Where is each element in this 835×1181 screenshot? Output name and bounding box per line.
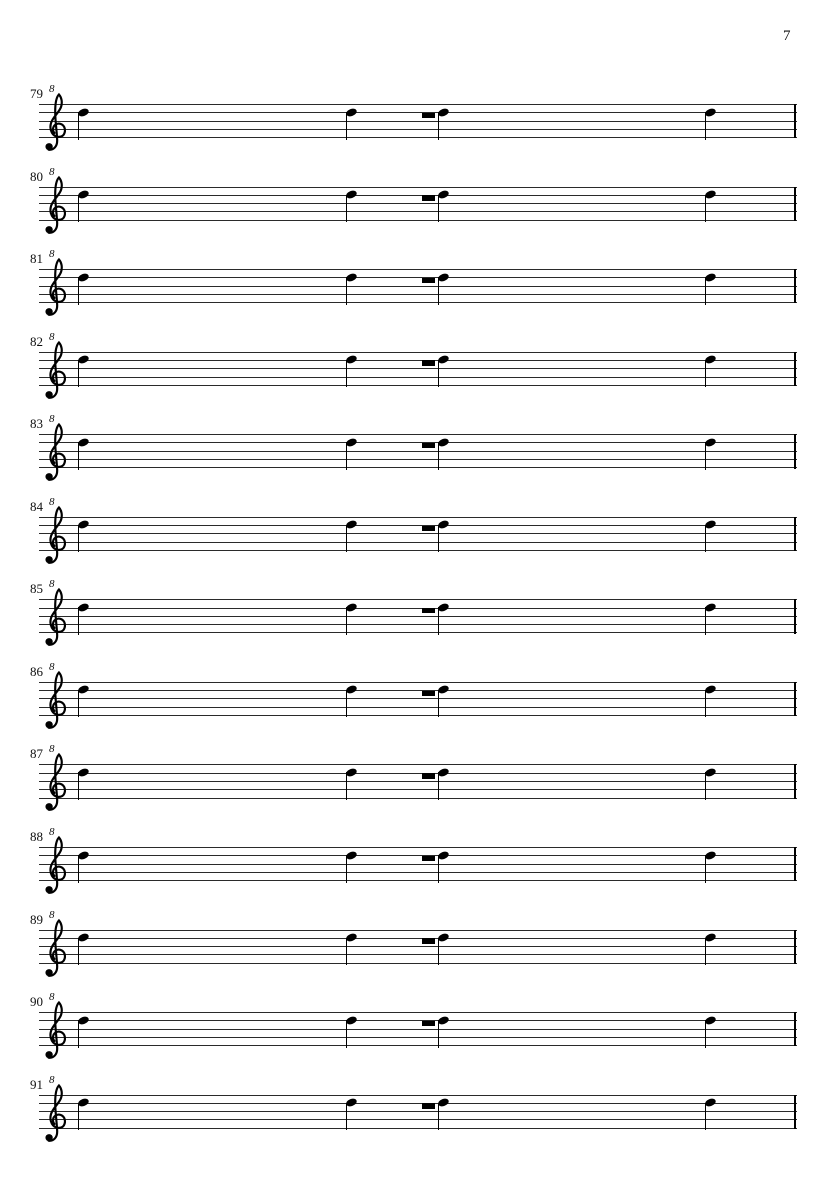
quarter-note [346, 599, 358, 635]
measure-number: 82 [30, 333, 43, 349]
quarter-note [438, 434, 450, 470]
note-stem [346, 607, 348, 635]
note-stem [78, 442, 80, 470]
final-barline [794, 1095, 796, 1129]
staff-line [39, 715, 797, 716]
quarter-note [78, 847, 90, 883]
staff-line [39, 954, 797, 955]
note-stem [705, 525, 707, 553]
staff-line [39, 1103, 797, 1104]
quarter-note [78, 599, 90, 635]
staff-line [39, 434, 797, 435]
ottava-8-label: 8 [49, 413, 55, 426]
quarter-note [346, 1095, 358, 1131]
quarter-note [78, 187, 90, 223]
quarter-note [705, 517, 717, 553]
staff-line [39, 525, 797, 526]
measure-number: 84 [30, 498, 43, 514]
quarter-note [438, 352, 450, 388]
measure-number: 86 [30, 663, 43, 679]
staff-line [39, 269, 797, 270]
note-stem [346, 772, 348, 800]
staff-system [0, 83, 835, 105]
note-stem [438, 277, 440, 305]
final-barline [794, 517, 796, 551]
whole-rest [422, 526, 436, 531]
staff-line [39, 1128, 797, 1129]
whole-rest [422, 1021, 436, 1026]
measure-number: 83 [30, 416, 43, 432]
quarter-note [78, 682, 90, 718]
whole-rest [422, 691, 436, 696]
staff-line [39, 938, 797, 939]
note-stem [705, 1103, 707, 1131]
staff-line [39, 550, 797, 551]
treble-clef-icon [44, 422, 66, 483]
staff-system [0, 825, 835, 848]
staff-line [39, 286, 797, 287]
note-stem [705, 277, 707, 305]
staff-system [0, 660, 835, 683]
note-stem [78, 607, 80, 635]
quarter-note [78, 352, 90, 388]
staff-line [39, 798, 797, 799]
measure-number: 87 [30, 746, 43, 762]
quarter-note [78, 930, 90, 966]
staff-line [39, 211, 797, 212]
staff-line [39, 624, 797, 625]
staff-system [0, 248, 835, 270]
note-stem [78, 855, 80, 883]
quarter-note [705, 1095, 717, 1131]
quarter-note [346, 434, 358, 470]
whole-rest [422, 443, 436, 448]
note-stem [346, 1020, 348, 1048]
whole-rest [422, 938, 436, 943]
quarter-note [78, 104, 90, 140]
note-stem [78, 195, 80, 223]
quarter-note [346, 1012, 358, 1048]
staff-line [39, 764, 797, 765]
whole-rest [422, 278, 436, 283]
final-barline [794, 599, 796, 633]
quarter-note [705, 764, 717, 800]
quarter-note [438, 682, 450, 718]
treble-clef-icon [44, 175, 66, 236]
staff-line [39, 632, 797, 633]
treble-clef-icon [44, 1000, 66, 1061]
quarter-note [705, 269, 717, 305]
staff-line [39, 698, 797, 699]
staff-line [39, 880, 797, 881]
staff-system [0, 1073, 835, 1096]
staff-line [39, 864, 797, 865]
final-barline [794, 930, 796, 964]
note-stem [705, 855, 707, 883]
staff-line [39, 451, 797, 452]
whole-rest [422, 113, 436, 118]
staff-line [39, 203, 797, 204]
note-stem [705, 195, 707, 223]
staff-line [39, 616, 797, 617]
staff-system [0, 495, 835, 518]
quarter-note [346, 517, 358, 553]
quarter-note [346, 187, 358, 223]
staff-line [39, 707, 797, 708]
quarter-note [438, 1012, 450, 1048]
note-stem [438, 195, 440, 223]
quarter-note [438, 847, 450, 883]
quarter-note [346, 269, 358, 305]
final-barline [794, 187, 796, 221]
staff-line [39, 195, 797, 196]
quarter-note [346, 682, 358, 718]
note-stem [438, 772, 440, 800]
note-stem [346, 360, 348, 388]
staff-line [39, 368, 797, 369]
ottava-8-label: 8 [49, 578, 55, 591]
quarter-note [705, 599, 717, 635]
quarter-note [346, 930, 358, 966]
staff-line [39, 1012, 797, 1013]
final-barline [794, 352, 796, 386]
note-stem [346, 938, 348, 966]
ottava-8-label: 8 [49, 495, 55, 508]
treble-clef-icon [44, 918, 66, 979]
staff-line [39, 542, 797, 543]
note-stem [705, 442, 707, 470]
staff-line [39, 533, 797, 534]
note-stem [438, 360, 440, 388]
staff-line [39, 690, 797, 691]
note-stem [705, 690, 707, 718]
staff-line [39, 781, 797, 782]
quarter-note [438, 1095, 450, 1131]
quarter-note [78, 517, 90, 553]
staff-line [39, 847, 797, 848]
staff-line [39, 137, 797, 138]
quarter-note [705, 847, 717, 883]
staff-system [0, 743, 835, 765]
quarter-note [78, 434, 90, 470]
ottava-8-label: 8 [49, 165, 55, 178]
note-stem [438, 690, 440, 718]
note-stem [346, 855, 348, 883]
quarter-note [78, 1095, 90, 1131]
note-stem [346, 277, 348, 305]
treble-clef-icon [44, 505, 66, 566]
ottava-8-label: 8 [49, 1073, 55, 1086]
whole-rest [422, 1103, 436, 1108]
quarter-note [705, 682, 717, 718]
final-barline [794, 847, 796, 881]
note-stem [78, 525, 80, 553]
final-barline [794, 104, 796, 138]
note-stem [705, 938, 707, 966]
note-stem [78, 360, 80, 388]
staff-line [39, 352, 797, 353]
note-stem [346, 112, 348, 140]
treble-clef-icon [44, 340, 66, 401]
staff-line [39, 459, 797, 460]
note-stem [705, 112, 707, 140]
staff-line [39, 1020, 797, 1021]
whole-rest [422, 773, 436, 778]
ottava-8-label: 8 [49, 330, 55, 343]
quarter-note [705, 930, 717, 966]
staff-line [39, 277, 797, 278]
staff-line [39, 377, 797, 378]
staff-line [39, 121, 797, 122]
quarter-note [705, 352, 717, 388]
final-barline [794, 682, 796, 716]
treble-clef-icon [44, 1083, 66, 1144]
treble-clef-icon [44, 587, 66, 648]
note-stem [346, 1103, 348, 1131]
quarter-note [438, 187, 450, 223]
note-stem [438, 442, 440, 470]
note-stem [705, 360, 707, 388]
staff-line [39, 855, 797, 856]
note-stem [438, 525, 440, 553]
quarter-note [346, 352, 358, 388]
note-stem [705, 607, 707, 635]
ottava-8-label: 8 [49, 83, 55, 95]
ottava-8-label: 8 [49, 660, 55, 673]
staff-line [39, 946, 797, 947]
measure-number: 81 [30, 251, 43, 267]
staff-line [39, 1037, 797, 1038]
staff-line [39, 104, 797, 105]
staff-line [39, 467, 797, 468]
quarter-note [78, 1012, 90, 1048]
quarter-note [346, 847, 358, 883]
note-stem [78, 1103, 80, 1131]
quarter-note [438, 517, 450, 553]
measure-number: 89 [30, 911, 43, 927]
quarter-note [438, 104, 450, 140]
note-stem [78, 112, 80, 140]
whole-rest [422, 195, 436, 200]
staff-line [39, 872, 797, 873]
quarter-note [346, 104, 358, 140]
note-stem [438, 112, 440, 140]
staff-line [39, 963, 797, 964]
note-stem [78, 938, 80, 966]
measure-number: 80 [30, 168, 43, 184]
staff-system [0, 908, 835, 931]
staff-line [39, 1045, 797, 1046]
ottava-8-label: 8 [49, 248, 55, 261]
final-barline [794, 764, 796, 798]
whole-rest [422, 360, 436, 365]
note-stem [346, 690, 348, 718]
staff-line [39, 599, 797, 600]
note-stem [705, 772, 707, 800]
quarter-note [438, 930, 450, 966]
quarter-note [705, 104, 717, 140]
staff-line [39, 112, 797, 113]
measure-number: 91 [30, 1076, 43, 1092]
staff-line [39, 773, 797, 774]
treble-clef-icon [44, 92, 66, 153]
quarter-note [705, 434, 717, 470]
note-stem [78, 690, 80, 718]
quarter-note [438, 599, 450, 635]
note-stem [78, 772, 80, 800]
staff-line [39, 360, 797, 361]
staff-system [0, 330, 835, 353]
staff-system [0, 413, 835, 435]
quarter-note [705, 187, 717, 223]
staff-line [39, 682, 797, 683]
staff-system [0, 578, 835, 600]
note-stem [438, 1020, 440, 1048]
note-stem [438, 855, 440, 883]
staff-line [39, 187, 797, 188]
note-stem [78, 277, 80, 305]
note-stem [705, 1020, 707, 1048]
staff-line [39, 1095, 797, 1096]
page-number: 7 [783, 28, 791, 44]
measure-number: 79 [30, 86, 43, 101]
staff-line [39, 442, 797, 443]
note-stem [438, 1103, 440, 1131]
measure-number: 90 [30, 994, 43, 1010]
staff-line [39, 517, 797, 518]
measure-number: 88 [30, 828, 43, 844]
treble-clef-icon [44, 670, 66, 731]
note-stem [78, 1020, 80, 1048]
final-barline [794, 1012, 796, 1046]
staff-line [39, 608, 797, 609]
final-barline [794, 434, 796, 468]
staff-line [39, 129, 797, 130]
note-stem [438, 938, 440, 966]
ottava-8-label: 8 [49, 825, 55, 838]
staff-line [39, 220, 797, 221]
note-stem [438, 607, 440, 635]
note-stem [346, 442, 348, 470]
staff-line [39, 294, 797, 295]
whole-rest [422, 608, 436, 613]
staff-line [39, 1029, 797, 1030]
note-stem [346, 195, 348, 223]
ottava-8-label: 8 [49, 991, 55, 1004]
treble-clef-icon [44, 257, 66, 318]
note-stem [346, 525, 348, 553]
ottava-8-label: 8 [49, 908, 55, 921]
whole-rest [422, 856, 436, 861]
staff-line [39, 789, 797, 790]
staff-system [0, 165, 835, 188]
quarter-note [438, 764, 450, 800]
staff-line [39, 302, 797, 303]
treble-clef-icon [44, 835, 66, 896]
quarter-note [78, 764, 90, 800]
staff-line [39, 1119, 797, 1120]
staff-line [39, 930, 797, 931]
quarter-note [438, 269, 450, 305]
staff-line [39, 385, 797, 386]
staff-system [0, 991, 835, 1013]
quarter-note [346, 764, 358, 800]
quarter-note [78, 269, 90, 305]
quarter-note [705, 1012, 717, 1048]
measure-number: 85 [30, 581, 43, 597]
staff-line [39, 1111, 797, 1112]
ottava-8-label: 8 [49, 743, 55, 756]
final-barline [794, 269, 796, 303]
treble-clef-icon [44, 752, 66, 813]
